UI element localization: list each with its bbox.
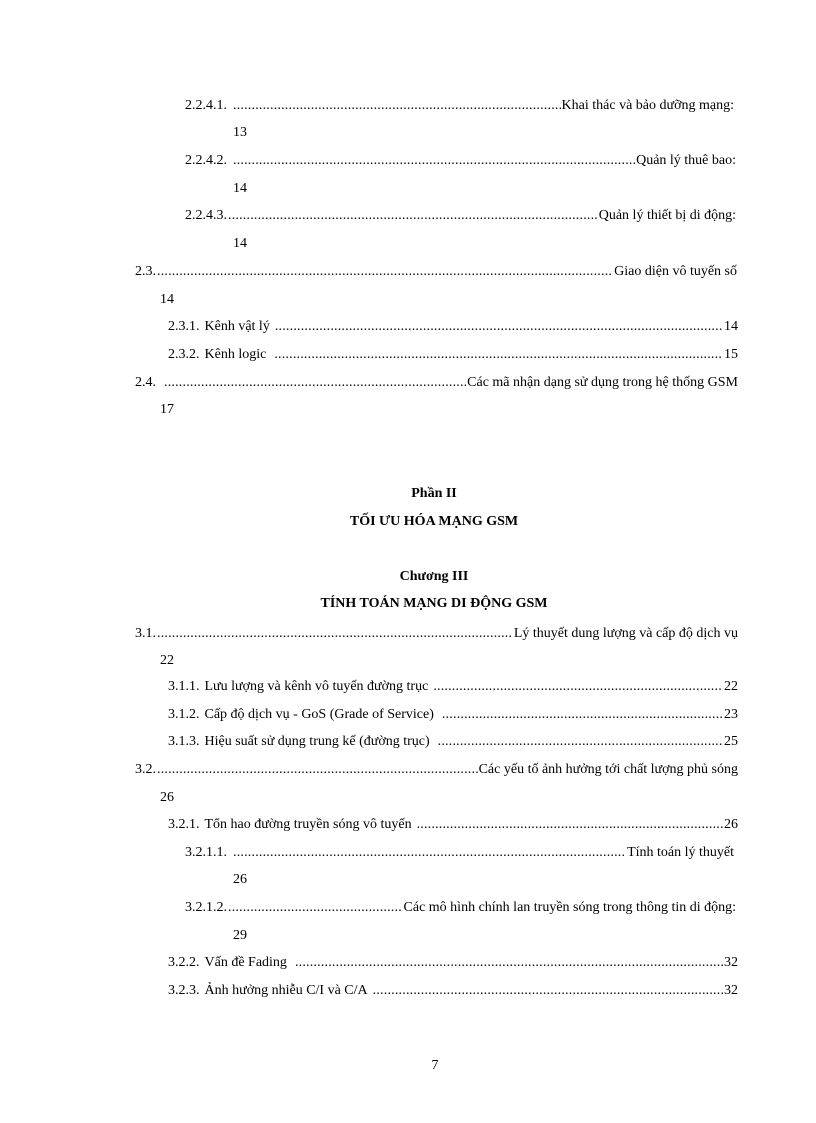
toc-entry-number: 3.2.1.1.: [185, 845, 227, 860]
toc-entry[interactable]: [185, 207, 736, 225]
toc-entry-page: 25: [724, 734, 738, 749]
toc-leader-dots: [157, 761, 478, 779]
toc-entry[interactable]: [135, 625, 738, 643]
toc-leader-dots: [417, 816, 723, 834]
toc-entry-page: 17: [160, 402, 174, 417]
toc-entry-page: 22: [724, 679, 738, 694]
toc-entry-page: 13: [233, 125, 247, 140]
toc-entry-title: Kênh vật lý: [204, 319, 270, 334]
toc-entry-page: 26: [160, 790, 174, 805]
toc-entry-page: 14: [724, 319, 738, 334]
toc-entry-page: 26: [233, 872, 247, 887]
toc-entry[interactable]: [135, 374, 738, 392]
page-number: 7: [431, 1058, 439, 1073]
toc-entry-number: 2.3.1.: [168, 319, 200, 334]
toc-entry-number: 3.2.1.2.: [185, 900, 227, 915]
toc-entry[interactable]: [185, 844, 734, 862]
toc-entry-page: 32: [724, 983, 738, 998]
toc-entry[interactable]: [185, 97, 734, 115]
toc-leader-dots: [164, 374, 466, 392]
toc-entry-number: 3.1.1.: [168, 679, 200, 694]
toc-entry-title: Vấn đề Fading: [204, 955, 287, 970]
toc-entry-title: Các mã nhận dạng sử dụng trong hệ thống GSM: [467, 375, 738, 390]
toc-entry-page: 14: [233, 181, 247, 196]
toc-leader-dots: [233, 152, 635, 170]
toc-entry-title: Khai thác và bảo dưỡng mạng:: [561, 98, 734, 113]
toc-entry-page: 14: [233, 236, 247, 251]
toc-entry-title: Quản lý thuê bao:: [636, 153, 736, 168]
toc-leader-dots: [228, 899, 403, 917]
toc-leader-dots: [275, 318, 723, 336]
toc-entry[interactable]: [135, 761, 738, 779]
toc-entry[interactable]: [185, 899, 736, 917]
chapter-label: Chương III: [399, 569, 469, 584]
toc-entry-title: Tính toán lý thuyết: [627, 845, 734, 860]
toc-leader-dots: [157, 625, 513, 643]
toc-entry-page: 23: [724, 707, 738, 722]
toc-entry-title: Cấp độ dịch vụ - GoS (Grade of Service): [204, 707, 434, 722]
toc-entry-title: Ảnh hưởng nhiễu C/I và C/A: [204, 983, 368, 998]
toc-entry-number: 2.3.2.: [168, 347, 200, 362]
toc-entry[interactable]: [168, 706, 738, 724]
toc-entry[interactable]: [168, 954, 738, 972]
toc-leader-dots: [433, 678, 723, 696]
toc-entry-number: 2.2.4.1.: [185, 98, 227, 113]
toc-entry-number: 3.2.1.: [168, 817, 200, 832]
chapter-title: TÍNH TOÁN MẠNG DI ĐỘNG GSM: [320, 596, 548, 611]
toc-entry[interactable]: [185, 152, 736, 170]
part-title: TỐI ƯU HÓA MẠNG GSM: [349, 514, 519, 529]
toc-entry-page: 14: [160, 292, 174, 307]
part-label: Phần II: [411, 486, 457, 501]
toc-entry[interactable]: [135, 263, 737, 281]
toc-entry[interactable]: [168, 816, 738, 834]
toc-leader-dots: [233, 844, 626, 862]
toc-leader-dots: [295, 954, 723, 972]
toc-entry-page: 15: [724, 347, 738, 362]
toc-entry[interactable]: [168, 346, 738, 364]
toc-entry-page: 32: [724, 955, 738, 970]
toc-entry-page: 26: [724, 817, 738, 832]
toc-leader-dots: [233, 97, 561, 115]
toc-entry-number: 3.1.3.: [168, 734, 200, 749]
toc-leader-dots: [228, 207, 598, 225]
toc-entry-page: 29: [233, 928, 247, 943]
toc-entry-title: Các mô hình chính lan truyền sóng trong thông tin di động:: [403, 900, 736, 915]
toc-entry-number: 3.2.2.: [168, 955, 200, 970]
toc-entry-number: 3.2.: [135, 762, 156, 777]
toc-leader-dots: [157, 263, 613, 281]
toc-entry-number: 2.4.: [135, 375, 156, 390]
toc-leader-dots: [274, 346, 723, 364]
toc-entry-page: 22: [160, 653, 174, 668]
toc-entry-number: 3.1.2.: [168, 707, 200, 722]
toc-leader-dots: [438, 733, 723, 751]
toc-entry-number: 3.1.: [135, 626, 156, 641]
toc-entry-number: 2.2.4.3.: [185, 208, 227, 223]
toc-entry-number: 3.2.3.: [168, 983, 200, 998]
toc-entry-title: Các yếu tố ảnh hưởng tới chất lượng phủ sóng: [478, 762, 738, 777]
toc-entry-title: Kênh logic: [204, 347, 267, 362]
toc-entry-title: Hiệu suất sử dụng trung kế (đường trục): [204, 734, 430, 749]
toc-entry[interactable]: [168, 678, 738, 696]
toc-entry-number: 2.3.: [135, 264, 156, 279]
toc-entry-number: 2.2.4.2.: [185, 153, 227, 168]
toc-entry-title: Lưu lượng và kênh vô tuyến đường trục: [204, 679, 429, 694]
toc-entry-title: Quản lý thiết bị di động:: [598, 208, 736, 223]
toc-entry-title: Lý thuyết dung lượng và cấp độ dịch vụ: [513, 626, 738, 641]
toc-leader-dots: [373, 982, 723, 1000]
toc-entry[interactable]: [168, 733, 738, 751]
toc-entry-title: Giao diện vô tuyến số: [614, 264, 737, 279]
toc-entry-title: Tổn hao đường truyền sóng vô tuyến: [204, 817, 412, 832]
toc-leader-dots: [442, 706, 723, 724]
toc-entry[interactable]: [168, 982, 738, 1000]
toc-entry[interactable]: [168, 318, 738, 336]
